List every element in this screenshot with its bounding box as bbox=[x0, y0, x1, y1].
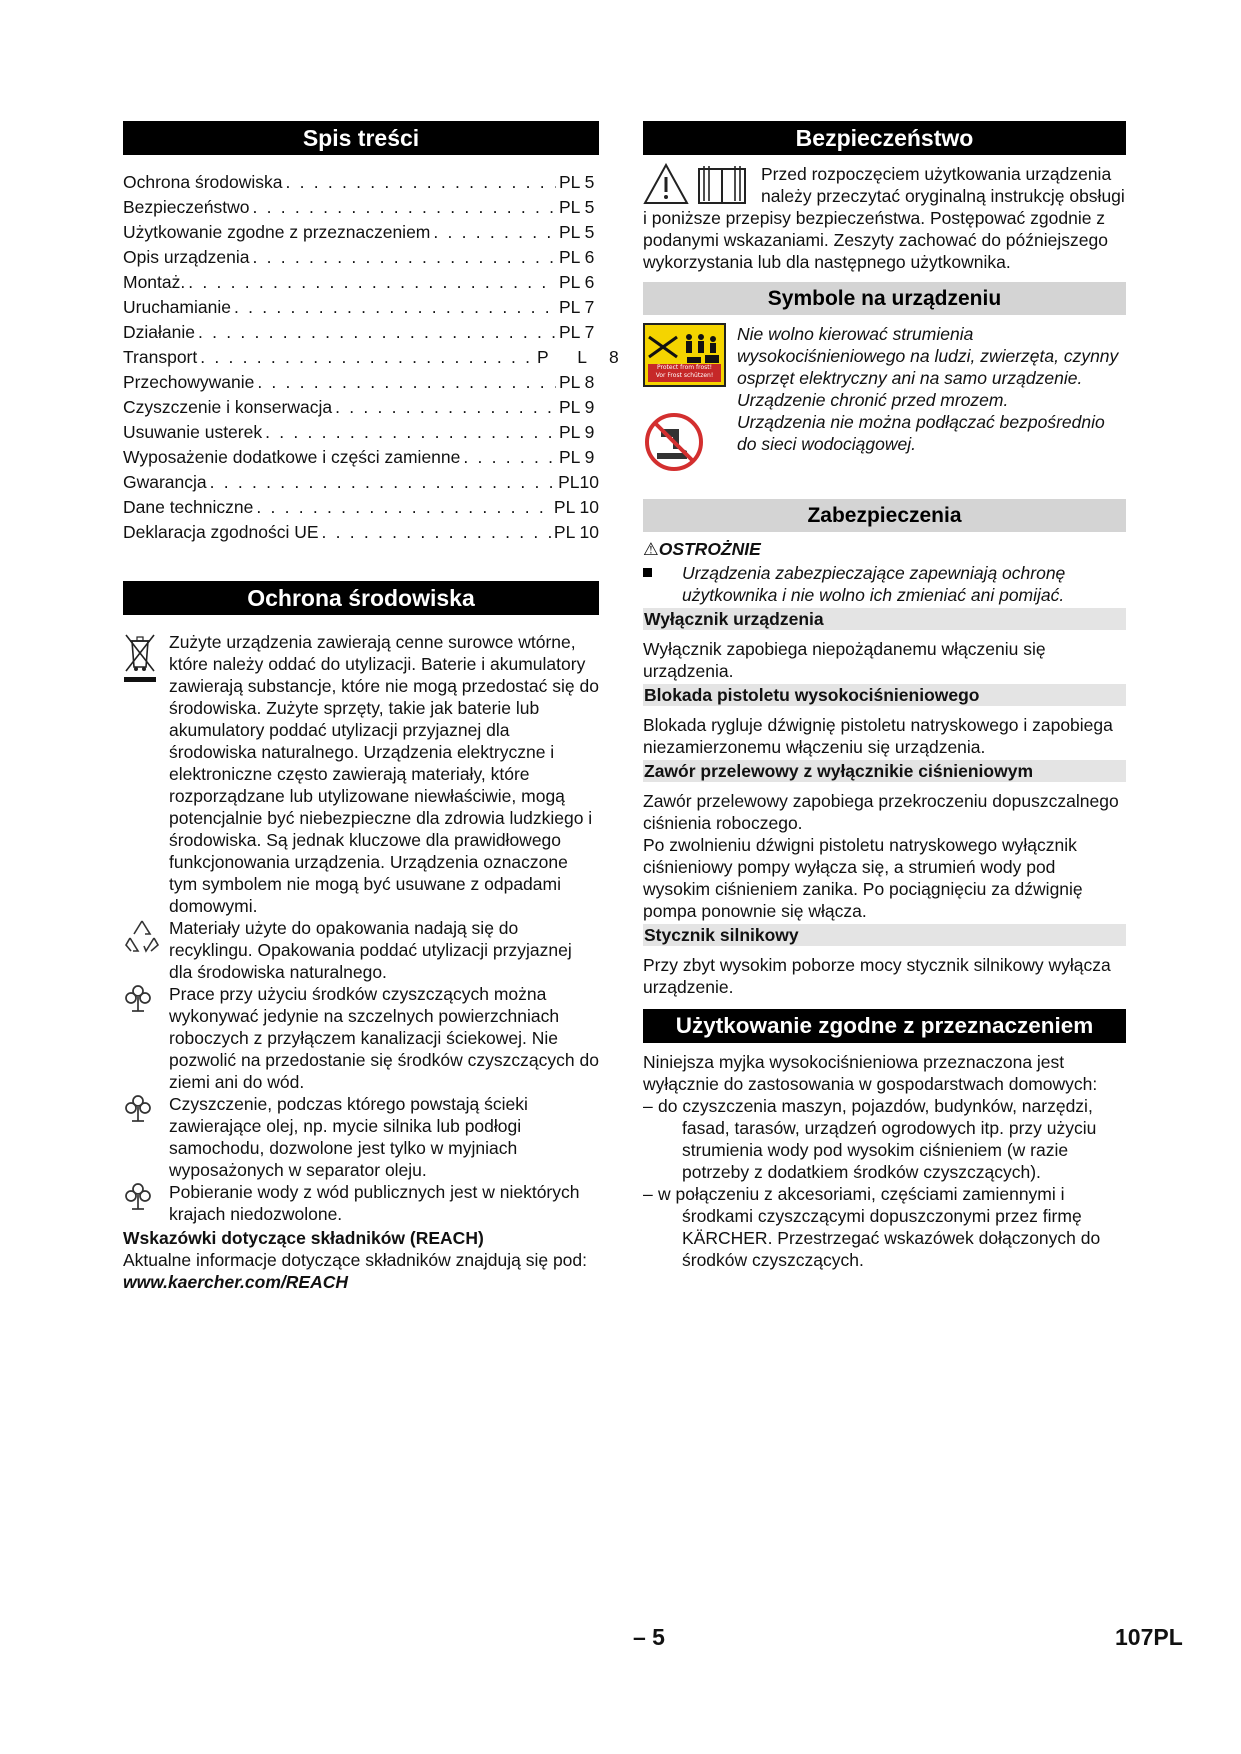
reach-text: Aktualne informacje dotyczące składników znajdują się pod: bbox=[123, 1250, 588, 1270]
caution-label-row bbox=[643, 538, 1126, 560]
toc-entry[interactable]: Dane techniczne . . . PL 10 bbox=[123, 495, 599, 520]
page-number-center: – 5 bbox=[633, 1624, 665, 1650]
subsection-text-motor-contactor: Przy zbyt wysokim poborze mocy stycznik silnikowy wyłącza urządzenie. bbox=[643, 955, 1111, 997]
safety-heading: Bezpieczeństwo bbox=[643, 121, 1126, 155]
toc-entry[interactable]: Transport . . . P L 8 bbox=[123, 345, 599, 370]
sticker-text-de: Vor Frost schützen! bbox=[655, 372, 714, 379]
sticker-text-pl: Protect from frost! bbox=[657, 364, 712, 371]
caution-triangle-icon: ⚠ bbox=[643, 539, 659, 559]
cleaning-agents-paragraph: Prace przy użyciu środków czyszczących można wykonywać jedynie na szczelnych powierzchniach roboczych z przyłączem kanalizacji ściekowej. Nie pozwolić na przedostanie się środków czyszczących do ziemi ani do wód. bbox=[169, 984, 599, 1092]
intended-use-intro: Niniejsza myjka wysokociśnieniowa przeznaczona jest wyłącznie do zastosowania w gospodarstwach domowych: bbox=[643, 1052, 1098, 1094]
safety-intro-icons bbox=[643, 163, 761, 207]
toc-entry[interactable]: Gwarancja . . . PL10 bbox=[123, 470, 599, 495]
environment-oil-block bbox=[123, 1093, 599, 1181]
environment-tree-icon bbox=[123, 983, 169, 1015]
oil-separator-paragraph: Czyszczenie, podczas którego powstają ścieki zawierające olej, np. mycie silnika lub podłogi samochodu, dozwolone jest tylko w myjniach wyposażonych w separator oleju. bbox=[169, 1094, 528, 1180]
reach-heading: Wskazówki dotyczące składników (REACH) bbox=[123, 1228, 484, 1248]
right-column bbox=[643, 121, 1126, 1271]
subsection-heading-switch: Wyłącznik urządzenia bbox=[643, 608, 1126, 630]
weee-paragraph: Zużyte urządzenia zawierają cenne surowce wtórne, które należy oddać do utylizacji. Baterie i akumulatory zawierają substancje, które nie mogą przedostać się do środowiska. Zużyte sprzęty, takie jak baterie lub akumulatory poddać utylizacji przyjaznej dla środowiska naturalnego. Urządzenia elektryczne i elektroniczne często zawierają materiały, które rozporządzane lub utylizowane niewłaściwie, mogą potencjalnie być niebezpieczne dla zdrowia ludzkiego i środowiska. Są jednak kluczowe dla prawidłowego funkcjonowania urządzenia. Urządzenia oznaczone tym symbolem nie mogą być usuwane z odpadami domowymi. bbox=[169, 632, 599, 916]
safety-intro-text: Przed rozpoczęciem użytkowania urządzenia należy przeczytać oryginalną instrukcję obsługi i poniższe przepisy bezpieczeństwa. Postępować zgodnie z podanymi wskazaniami. Zeszyty zachować do późniejszego wykorzystania lub dla następnego użytkownika. bbox=[643, 164, 1125, 272]
recycling-paragraph: Materiały użyte do opakowania nadają się do recyklingu. Opakowania poddać utylizacji przyjaznej dla środowiska naturalnego. bbox=[169, 918, 572, 982]
toc-entry[interactable]: Bezpieczeństwo . . . PL 5 bbox=[123, 195, 599, 220]
safety-intro-block bbox=[643, 163, 1126, 273]
weee-crossed-bin-icon bbox=[123, 631, 169, 683]
symbol-text-2: Urządzenia nie można podłączać bezpośrednio do sieci wodociągowej. bbox=[737, 412, 1105, 454]
toc-entry[interactable]: Usuwanie usterek . . . PL 9 bbox=[123, 420, 599, 445]
page-number-right: 107PL bbox=[1115, 1624, 1183, 1650]
left-column bbox=[123, 121, 619, 1293]
toc-list bbox=[123, 170, 619, 545]
toc-entry[interactable]: Ochrona środowiska . . . PL 5 bbox=[123, 170, 599, 195]
subsection-heading-gun-lock: Blokada pistoletu wysokociśnieniowego bbox=[643, 684, 1126, 706]
manual-book-icon bbox=[697, 163, 747, 205]
subsection-heading-motor-contactor: Stycznik silnikowy bbox=[643, 924, 1126, 946]
caution-bullet bbox=[643, 562, 1126, 606]
reach-link[interactable]: www.kaercher.com/REACH bbox=[123, 1272, 348, 1292]
warning-triangle-icon bbox=[643, 163, 689, 205]
protection-devices-heading: Zabezpieczenia bbox=[643, 499, 1126, 532]
public-water-paragraph: Pobieranie wody z wód publicznych jest w niektórych krajach niedozwolone. bbox=[169, 1182, 580, 1224]
environment-heading: Ochrona środowiska bbox=[123, 581, 599, 615]
caution-text: Urządzenia zabezpieczające zapewniają ochronę użytkownika i nie wolno ich zmieniać ani pomijać. bbox=[682, 563, 1066, 605]
intended-use-item: – do czyszczenia maszyn, pojazdów, budynków, narzędzi, fasad, tarasów, urządzeń ogrodowych itp. przy użyciu strumienia wody pod wysokim ciśnieniem (w razie potrzeby z dodatkiem środków czyszczących). bbox=[643, 1096, 1097, 1182]
toc-heading: Spis treści bbox=[123, 121, 599, 155]
subsection-text-overflow-valve-2: Po zwolnieniu dźwigni pistoletu natryskowego wyłącznik ciśnieniowy pompy wyłącza się, a strumień wody pod wysokim ciśnieniem zanika. Po pociągnięciu za dźwignię pompa ponownie się włącza. bbox=[643, 835, 1083, 921]
toc-entry[interactable]: Czyszczenie i konserwacja . . . PL 9 bbox=[123, 395, 599, 420]
intended-use-item: – w połączeniu z akcesoriami, częściami zamiennymi i środkami czyszczącymi dopuszczonymi przez firmę KÄRCHER. Przestrzegać wskazówek dołączonych do środków czyszczących. bbox=[643, 1184, 1101, 1270]
no-spray-people-icon bbox=[643, 323, 737, 387]
environment-recycling-block bbox=[123, 917, 599, 983]
toc-entry[interactable]: Montaż. . . . PL 6 bbox=[123, 270, 599, 295]
environment-tree-icon bbox=[123, 1181, 169, 1213]
symbol-row-1 bbox=[643, 323, 1126, 411]
toc-entry[interactable]: Działanie . . . PL 7 bbox=[123, 320, 599, 345]
toc-entry[interactable]: Deklaracja zgodności UE . . . PL 10 bbox=[123, 520, 599, 545]
environment-cleaning-agents-block bbox=[123, 983, 599, 1093]
symbols-heading: Symbole na urządzeniu bbox=[643, 282, 1126, 315]
recycling-icon bbox=[123, 917, 169, 955]
toc-entry[interactable]: Użytkowanie zgodne z przeznaczeniem . . . PL 5 bbox=[123, 220, 599, 245]
toc-entry[interactable]: Wyposażenie dodatkowe i części zamienne . . . PL 9 bbox=[123, 445, 599, 470]
caution-label: OSTROŻNIE bbox=[658, 539, 761, 559]
toc-stray-page-number: 8 bbox=[609, 347, 619, 367]
no-drinking-water-connection-icon bbox=[643, 411, 737, 478]
toc-entry[interactable]: Uruchamianie . . . PL 7 bbox=[123, 295, 599, 320]
square-bullet-icon bbox=[643, 568, 652, 577]
symbol-text-1: Nie wolno kierować strumienia wysokociśnieniowego na ludzi, zwierzęta, czynny osprzęt elektryczny ani na samo urządzenie. Urządzenie chronić przed mrozem. bbox=[737, 324, 1119, 410]
subsection-text-overflow-valve: Zawór przelewowy zapobiega przekroczeniu dopuszczalnego ciśnienia roboczego. bbox=[643, 791, 1119, 833]
subsection-text-switch: Wyłącznik zapobiega niepożądanemu włączeniu się urządzenia. bbox=[643, 639, 1046, 681]
toc-entry[interactable]: Przechowywanie . . . PL 8 bbox=[123, 370, 599, 395]
toc-entry[interactable]: Opis urządzenia . . . PL 6 bbox=[123, 245, 599, 270]
environment-water-block bbox=[123, 1181, 599, 1225]
environment-weee-block bbox=[123, 631, 599, 917]
environment-tree-icon bbox=[123, 1093, 169, 1125]
symbol-row-2 bbox=[643, 411, 1126, 478]
subsection-text-gun-lock: Blokada rygluje dźwignię pistoletu natryskowego i zapobiega niezamierzonemu włączeniu się urządzenia. bbox=[643, 715, 1113, 757]
intended-use-heading: Użytkowanie zgodne z przeznaczeniem bbox=[643, 1009, 1126, 1043]
subsection-heading-overflow-valve: Zawór przelewowy z wyłącznikie ciśnieniowym bbox=[643, 760, 1126, 782]
